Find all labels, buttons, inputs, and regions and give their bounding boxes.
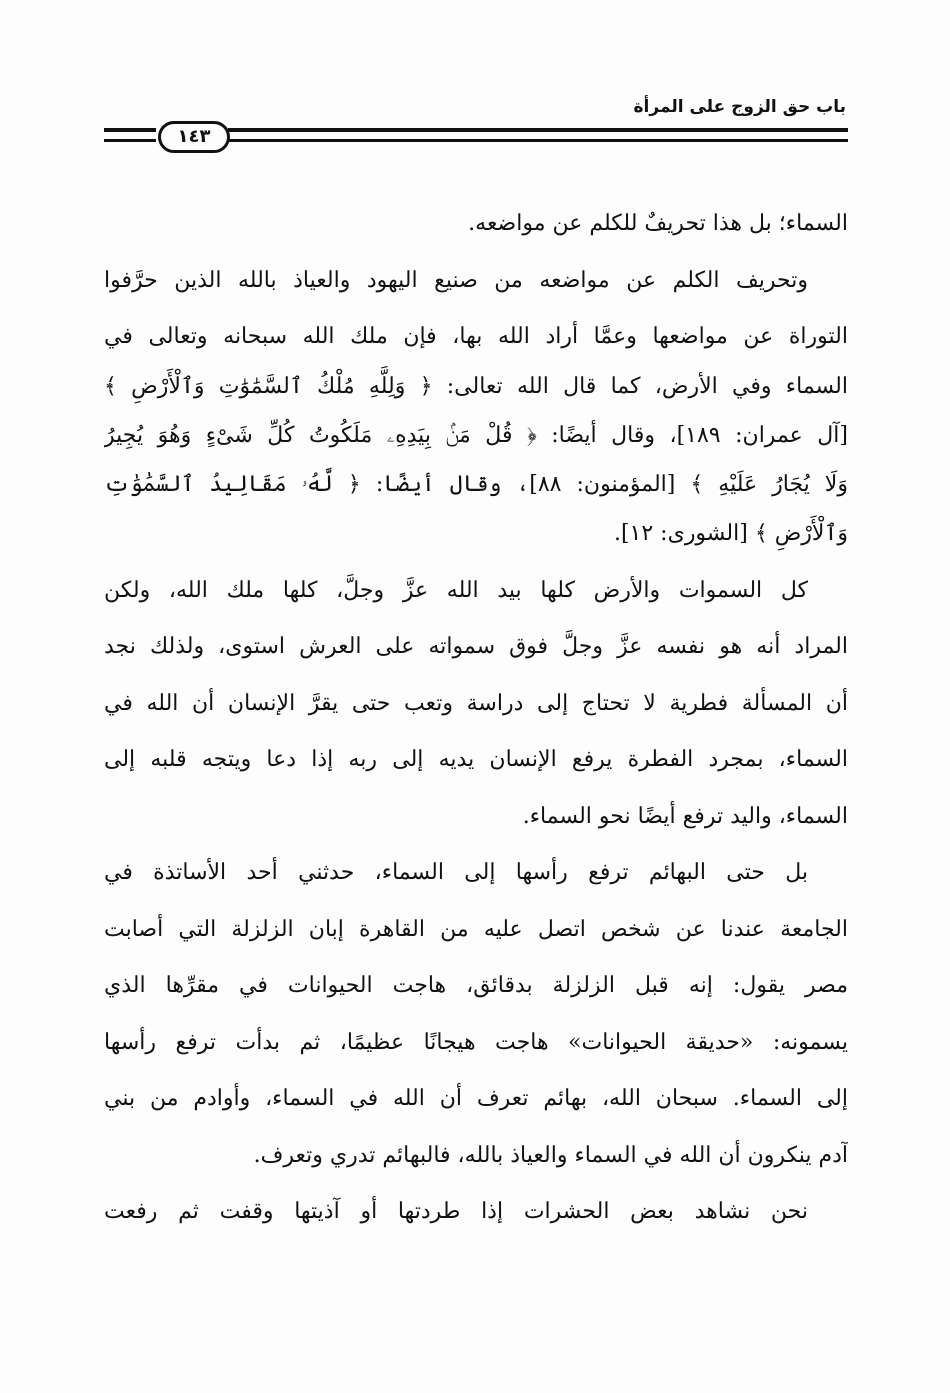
text-line: نحن نشاهد بعض الحشرات إذا طردتها أو آذيتها وقفت ثم رفعت (104, 1199, 808, 1224)
text-line: بل حتى البهائم ترفع رأسها إلى السماء، حدثني أحد الأساتذة في (104, 860, 808, 885)
text-line: السماء؛ بل هذا تحريفٌ للكلم عن مواضعه. (468, 211, 848, 236)
text-line: السماء، بمجرد الفطرة يرفع الإنسان يديه إلى ربه إذا دعا ويتجه قلبه إلى (104, 747, 848, 772)
text-line: وَٱلْأَرْضِ ﴾ [الشورى: ١٢]. (613, 521, 848, 546)
text-line: يسمونه: «حديقة الحيوانات» هاجت هيجانًا عظيمًا، ثم بدأت ترفع رأسها (104, 1029, 848, 1055)
text-line: وتحريف الكلم عن مواضعه من صنيع اليهود والعياذ بالله الذين حرَّفوا (104, 267, 808, 293)
text-line: إلى السماء. سبحان الله، بهائم تعرف أن الله في السماء، وأوادم من بني (104, 1086, 848, 1111)
text-line: [آل عمران: ١٨٩]، وقال أيضًا: ﴿ قُلْ مَنۢ بِيَدِهِۦ مَلَكُوتُ كُلِّ شَىْءٍ وَهُوَ يُجِيرُ (104, 422, 848, 448)
body-text (104, 196, 848, 1241)
text-line: آدم ينكرون أن الله في السماء والعياذ بالله، فالبهائم تدري وتعرف. (253, 1142, 848, 1168)
text-line: أن المسألة فطرية لا تحتاج إلى دراسة وتعب حتى يقرَّ الإنسان أن الله في (104, 690, 848, 716)
text-line: السماء وفي الأرض، كما قال الله تعالى: ﴿ وَلِلَّهِ مُلْكُ ٱلسَّمَٰوَٰتِ وَٱلْأَرْضِ ﴾ (104, 373, 848, 399)
text-line: التوراة عن مواضعها وعمَّا أراد الله بها، فإن ملك الله سبحانه وتعالى في (104, 324, 848, 349)
header-rule (104, 121, 848, 151)
header-rule-line (104, 139, 156, 142)
text-line: وَلَا يُجَارُ عَلَيْهِ ﴾ [المؤمنون: ٨٨]، وقال أيضًا: ﴿ لَّهُۥ مَقَالِيدُ ٱلسَّمَٰوَٰتِ (104, 472, 848, 497)
header-rule-line (228, 139, 848, 142)
header-rule-line (228, 128, 848, 132)
text-line: السماء، واليد ترفع أيضًا نحو السماء. (522, 803, 848, 829)
header-rule-line (104, 128, 156, 132)
text-line: المراد أنه هو نفسه عزَّ وجلَّ فوق سمواته على العرش استوى، ولذلك نجد (104, 634, 848, 659)
text-line: كل السموات والأرض كلها بيد الله عزَّ وجلَّ، كلها ملك الله، ولكن (104, 577, 808, 603)
page-number: ١٤٣ (158, 121, 230, 153)
text-line: الجامعة عندنا عن شخص اتصل عليه من القاهرة إبان الزلزلة التي أصابت (104, 916, 848, 942)
text-line: مصر يقول: إنه قبل الزلزلة بدقائق، هاجت الحيوانات في مقرِّها الذي (104, 973, 848, 998)
running-title: باب حق الزوج على المرأة (633, 97, 846, 117)
